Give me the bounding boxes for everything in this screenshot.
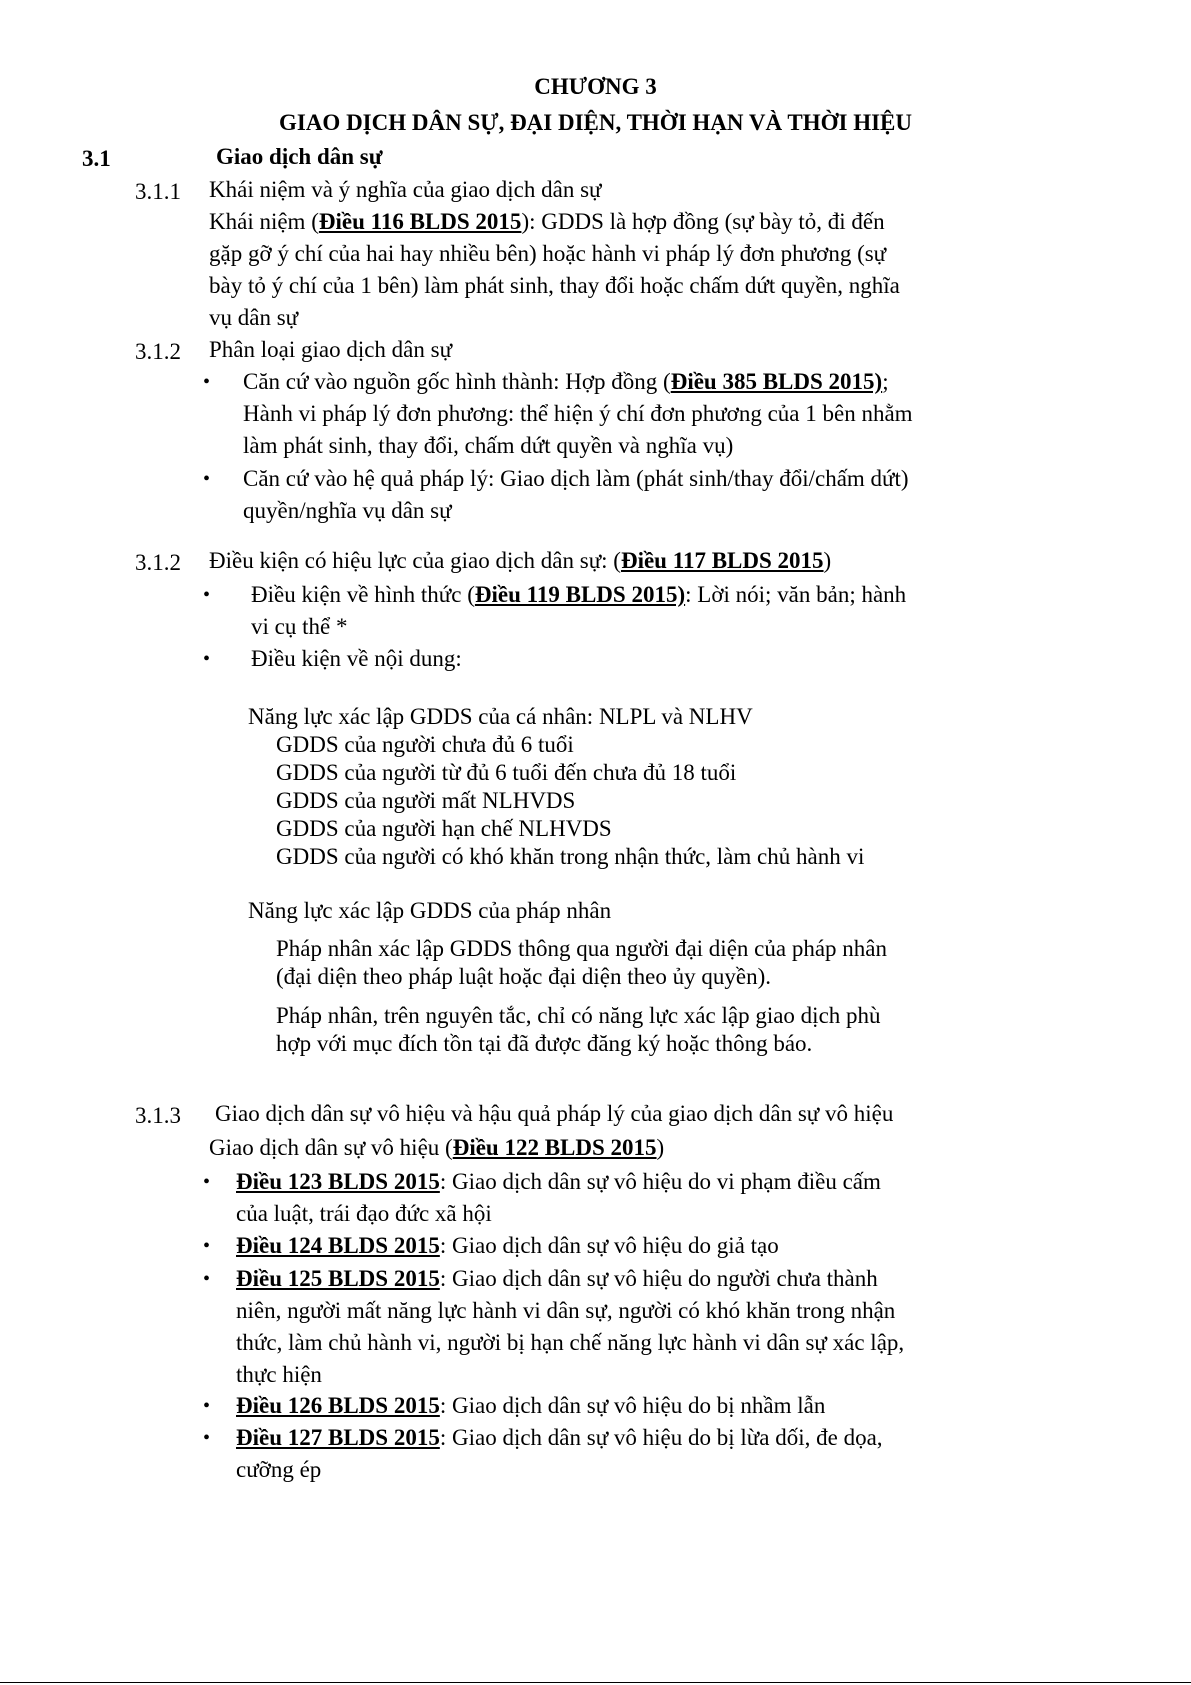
subsection-title: Giao dịch dân sự vô hiệu và hậu quả pháp lý của giao dịch dân sự vô hiệu xyxy=(215,1101,894,1126)
law-reference: Điều 123 BLDS 2015 xyxy=(236,1169,440,1194)
paragraph-line: hợp với mục đích tồn tại đã được đăng ký hoặc thông báo. xyxy=(276,1031,813,1056)
bullet-line: niên, người mất năng lực hành vi dân sự, người có khó khăn trong nhận xyxy=(236,1298,896,1323)
law-reference: Điều 117 BLDS 2015 xyxy=(620,548,824,573)
law-reference: Điều 126 BLDS 2015 xyxy=(236,1393,440,1418)
bullet-icon: • xyxy=(203,1395,211,1417)
bullet-line: Điều 126 BLDS 2015: Giao dịch dân sự vô hiệu do bị nhầm lẫn xyxy=(236,1393,826,1418)
bullet-line: làm phát sinh, thay đổi, chấm dứt quyền và nghĩa vụ) xyxy=(243,433,734,458)
paragraph-line: bày tỏ ý chí của 1 bên) làm phát sinh, thay đổi hoặc chấm dứt quyền, nghĩa xyxy=(209,273,900,298)
list-item: GDDS của người từ đủ 6 tuổi đến chưa đủ 18 tuổi xyxy=(276,760,737,785)
page-bottom-rule xyxy=(0,1682,1191,1683)
bullet-line: Điều 125 BLDS 2015: Giao dịch dân sự vô hiệu do người chưa thành xyxy=(236,1266,878,1291)
bullet-icon: • xyxy=(203,584,211,606)
law-reference: Điều 385 BLDS 2015) xyxy=(670,369,883,394)
bullet-line: quyền/nghĩa vụ dân sự xyxy=(243,498,452,523)
law-reference: Điều 116 BLDS 2015 xyxy=(318,209,522,234)
paragraph-line: gặp gỡ ý chí của hai hay nhiều bên) hoặc hành vi pháp lý đơn phương (sự xyxy=(209,241,887,266)
paragraph-line: Pháp nhân, trên nguyên tắc, chỉ có năng lực xác lập giao dịch phù xyxy=(276,1003,881,1028)
bullet-line: Hành vi pháp lý đơn phương: thể hiện ý chí đơn phương của 1 bên nhằm xyxy=(243,401,913,426)
bullet-line: của luật, trái đạo đức xã hội xyxy=(236,1201,492,1226)
bullet-line: Điều 123 BLDS 2015: Giao dịch dân sự vô hiệu do vi phạm điều cấm xyxy=(236,1169,881,1194)
chapter-number: CHƯƠNG 3 xyxy=(534,74,657,99)
bullet-icon: • xyxy=(203,1268,211,1290)
subsection-title: Điều kiện có hiệu lực của giao dịch dân sự: (Điều 117 BLDS 2015) xyxy=(209,548,832,573)
bullet-line: Căn cứ vào nguồn gốc hình thành: Hợp đồng (Điều 385 BLDS 2015); xyxy=(243,369,889,394)
legal-entity-heading: Năng lực xác lập GDDS của pháp nhân xyxy=(248,898,612,923)
bullet-icon: • xyxy=(203,1171,211,1193)
bullet-line: Điều kiện về hình thức (Điều 119 BLDS 2015): Lời nói; văn bản; hành xyxy=(251,582,907,607)
bullet-icon: • xyxy=(203,468,211,490)
bullet-line: Điều kiện về nội dung: xyxy=(251,646,462,671)
bullet-line: thức, làm chủ hành vi, người bị hạn chế năng lực hành vi dân sự xác lập, xyxy=(236,1330,905,1355)
law-reference: Điều 125 BLDS 2015 xyxy=(236,1266,440,1291)
list-item: GDDS của người chưa đủ 6 tuổi xyxy=(276,732,574,757)
paragraph-line: Pháp nhân xác lập GDDS thông qua người đại diện của pháp nhân xyxy=(276,936,887,961)
law-reference: Điều 119 BLDS 2015) xyxy=(474,582,686,607)
bullet-line: thực hiện xyxy=(236,1362,322,1387)
individual-heading: Năng lực xác lập GDDS của cá nhân: NLPL và NLHV xyxy=(248,704,753,729)
bullet-line: Điều 124 BLDS 2015: Giao dịch dân sự vô hiệu do giả tạo xyxy=(236,1233,779,1258)
subsection-number: 3.1.2 xyxy=(135,550,181,575)
paragraph-line: Giao dịch dân sự vô hiệu (Điều 122 BLDS 2015) xyxy=(209,1135,665,1160)
bullet-icon: • xyxy=(203,371,211,393)
bullet-line: Căn cứ vào hệ quả pháp lý: Giao dịch làm (phát sinh/thay đổi/chấm dứt) xyxy=(243,466,909,491)
bullet-icon: • xyxy=(203,1235,211,1257)
law-reference: Điều 127 BLDS 2015 xyxy=(236,1425,440,1450)
law-reference: Điều 122 BLDS 2015 xyxy=(452,1135,657,1160)
bullet-icon: • xyxy=(203,1427,211,1449)
section-title: Giao dịch dân sự xyxy=(216,144,383,169)
subsection-number: 3.1.1 xyxy=(135,179,181,204)
list-item: GDDS của người hạn chế NLHVDS xyxy=(276,816,612,841)
subsection-title: Phân loại giao dịch dân sự xyxy=(209,337,453,362)
paragraph-line: (đại diện theo pháp luật hoặc đại diện theo ủy quyền). xyxy=(276,964,771,989)
paragraph-line: vụ dân sự xyxy=(209,305,299,330)
law-reference: Điều 124 BLDS 2015 xyxy=(236,1233,440,1258)
bullet-icon: • xyxy=(203,648,211,670)
section-number: 3.1 xyxy=(82,146,111,171)
chapter-title: GIAO DỊCH DÂN SỰ, ĐẠI DIỆN, THỜI HẠN VÀ THỜI HIỆU xyxy=(278,110,913,135)
paragraph-line: Khái niệm (Điều 116 BLDS 2015): GDDS là hợp đồng (sự bày tỏ, đi đến xyxy=(209,209,885,234)
subsection-number: 3.1.2 xyxy=(135,339,181,364)
list-item: GDDS của người có khó khăn trong nhận thức, làm chủ hành vi xyxy=(276,844,865,869)
list-item: GDDS của người mất NLHVDS xyxy=(276,788,576,813)
bullet-line: vi cụ thể * xyxy=(251,614,348,639)
subsection-number: 3.1.3 xyxy=(135,1103,181,1128)
bullet-line: cưỡng ép xyxy=(236,1457,322,1482)
bullet-line: Điều 127 BLDS 2015: Giao dịch dân sự vô hiệu do bị lừa dối, đe dọa, xyxy=(236,1425,883,1450)
subsection-title: Khái niệm và ý nghĩa của giao dịch dân sự xyxy=(209,177,602,202)
